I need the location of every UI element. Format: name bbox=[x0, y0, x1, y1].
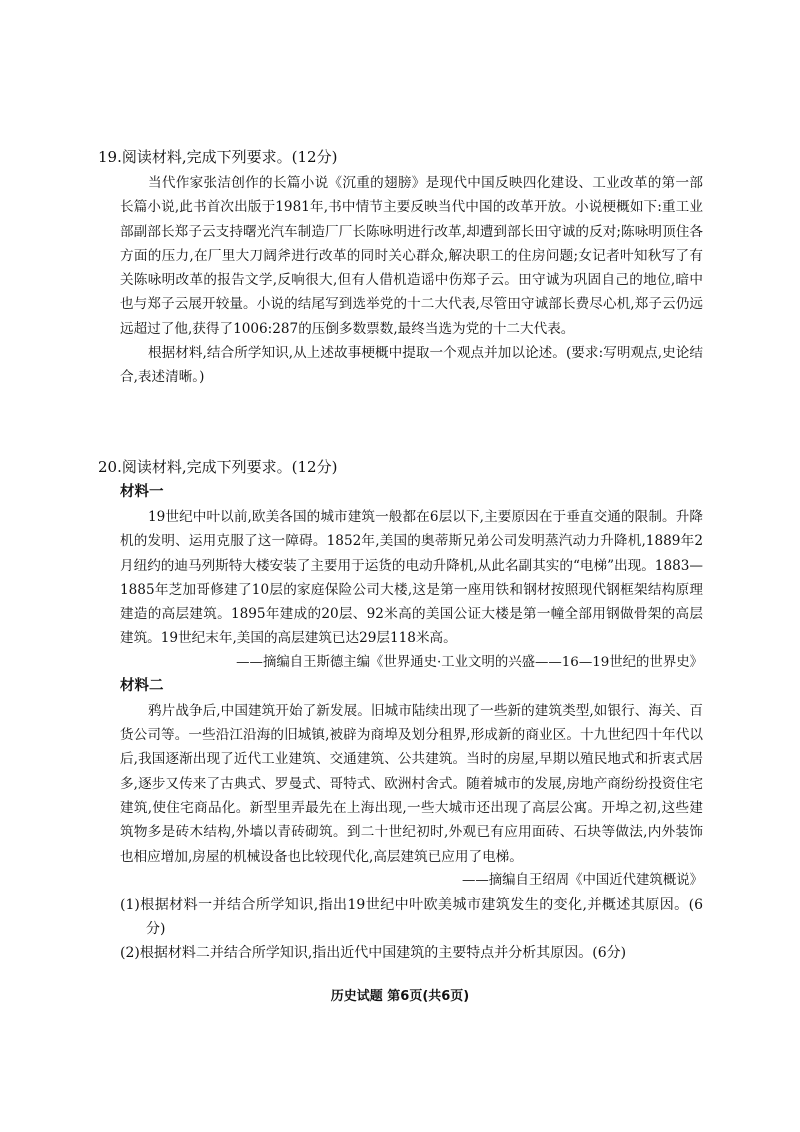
question-20-title: 20.阅读材料,完成下列要求。(12分) bbox=[98, 458, 338, 476]
material-1-source: ——摘编自王斯德主编《世界通史·工业文明的兴盛——16—19世纪的世界史》 bbox=[236, 654, 703, 670]
material-2-label: 材料二 bbox=[120, 677, 164, 694]
question-20 bbox=[98, 456, 703, 965]
sub-question-2: (2)根据材料二并结合所学知识,指出近代中国建筑的主要特点并分析其原因。(6分) bbox=[120, 944, 627, 961]
question-19-requirement: 根据材料,结合所学知识,从上述故事梗概中提取一个观点并加以论述。(要求:写明观点,史论结合,表述清晰。) bbox=[120, 345, 703, 386]
question-19-title: 19.阅读材料,完成下列要求。(12分) bbox=[98, 148, 338, 166]
material-1-label: 材料一 bbox=[120, 484, 164, 500]
sub-question-1: (1)根据材料一并结合所学知识,指出19世纪中叶欧美城市建筑发生的变化,并概述其原因。(6分) bbox=[120, 896, 703, 937]
material-2-text: 鸦片战争后,中国建筑开始了新发展。旧城市陆续出现了一些新的建筑类型,如银行、海关、百货公司等。一些沿江沿海的旧城镇,被辟为商埠及划分租界,形成新的商业区。十九世纪四十年代以后,我国逐渐出现了近代工业建筑、交通建筑、公共建筑。当时的房屋,早期以殖民地式和折衷式居多,逐步又传来了古典式、罗曼式、哥特式、欧洲村舍式。随着城市的发展,房地产商纷纷投资住宅建筑,使住宅商品化。新型里弄最先在上海出现,一些大城市还出现了高层公寓。开埠之初,这些建筑物多是砖木结构,外墙以青砖砌筑。到二十世纪初时,外观已有应用面砖、石块等做法,内外装饰也相应增加,房屋的机械设备也比较现代化,高层建筑已应用了电梯。 bbox=[120, 702, 703, 865]
question-19 bbox=[98, 146, 703, 390]
question-19-material: 当代作家张洁创作的长篇小说《沉重的翅膀》是现代中国反映四化建设、工业改革的第一部长篇小说,此书首次出版于1981年,书中情节主要反映当代中国的改革开放。小说梗概如下:重工业部副部长郑子云支持曙光汽车制造厂厂长陈咏明进行改革,却遭到部长田守诚的反对;陈咏明顶住各方面的压力,在厂里大刀阔斧进行改革的同时关心群众,解决职工的住房问题;女记者叶知秋写了有关陈咏明改革的报告文学,反响很大,但有人借机造谣中伤郑子云。田守诚为巩固自己的地位,暗中也与郑子云展开较量。小说的结尾写到选举党的十二大代表,尽管田守诚部长费尽心机,郑子云仍远远超过了他,获得了1006:287的压倒多数票数,最终当选为党的十二大代表。 bbox=[120, 175, 703, 337]
material-1-text: 19世纪中叶以前,欧美各国的城市建筑一般都在6层以下,主要原因在于垂直交通的限制。升降机的发明、运用克服了这一障碍。1852年,美国的奥蒂斯兄弟公司发明蒸汽动力升降机,1889年2月纽约的迪马列斯特大楼安装了主要用于运货的电动升降机,从此名副其实的“电梯”出现。1883—1885年芝加哥修建了10层的家庭保险公司大楼,这是第一座用铁和钢材按照现代钢框架结构原理建造的高层建筑。1895年建成的20层、92米高的美国公证大楼是第一幢全部用钢做骨架的高层建筑。19世纪末年,美国的高层建筑已达29层118米高。 bbox=[120, 509, 703, 647]
material-2-source: ——摘编自王绍周《中国近代建筑概说》 bbox=[461, 872, 703, 888]
page-footer: 历史试题 第6页(共6页) bbox=[330, 989, 470, 1004]
